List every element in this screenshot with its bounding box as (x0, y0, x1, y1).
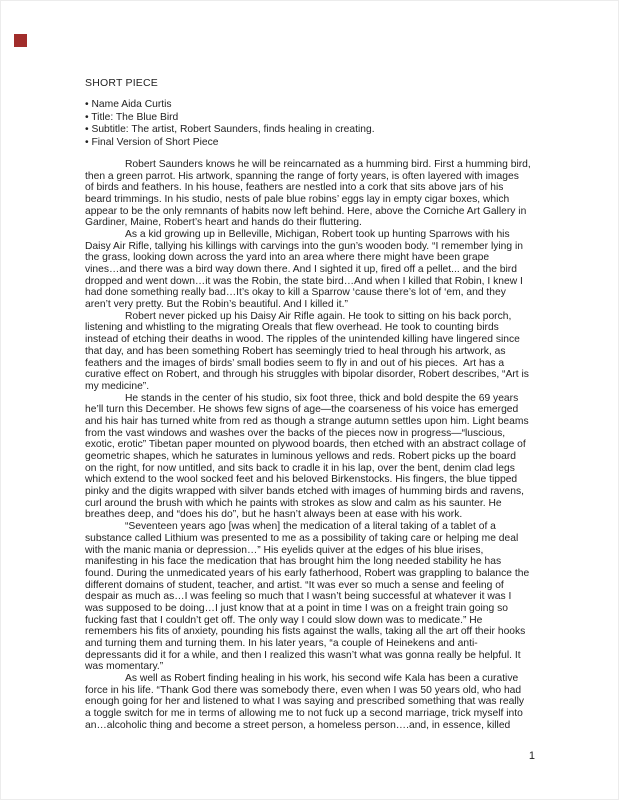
paragraph-line: with the manic mania or depression…” His eyelids quiver at the edges of his blue irises, (85, 544, 484, 556)
paragraph-line: then a green parrot. His artwork, spanning the range of forty years, is often layered with images (85, 170, 519, 182)
paragraph-first-line: As a kid growing up in Belleville, Michigan, Robert took up hunting Sparrows with his (125, 228, 510, 240)
paragraph-line: on the right, for now untitled, and sits back to cradle it in his lap, over the bent, denim clad legs (85, 462, 515, 474)
meta-item: • Title: The Blue Bird (85, 111, 179, 123)
paragraph-line: substance called Lithium was presented to me as a possibility of taking care or helping me deal (85, 532, 519, 544)
paragraph-line: curl around the brush with which he paints with strokes as slow and calm as his saunter. He (85, 497, 502, 509)
paragraph-line: a toggle switch for me in terms of allowing me to not fuck up a second marriage, trick myself into (85, 708, 523, 720)
paragraph-line: from the vast windows and washes over the backs of the pieces now in progress—“luscious, (85, 427, 506, 439)
paragraph-line: my medicine”. (85, 380, 150, 392)
body-text (85, 159, 557, 732)
paragraph-line: he’ll turn this December. He shows few signs of age—the coarseness of his voice has emerged (85, 404, 519, 416)
paragraph-line: feathers and the images of birds’ small bodies seem to fly in and out of his pieces. Art has a (85, 357, 505, 369)
meta-item: • Name Aida Curtis (85, 99, 172, 110)
paragraph-line: curative effect on Robert, and through his struggles with bipolar disorder, Robert describes, “Art is (85, 369, 529, 381)
paragraph-first-line: As well as Robert finding healing in his work, his second wife Kala has been a curative (125, 673, 519, 685)
paragraph-line: pinky and the digits wrapped with silver bands etched with images of humming birds and ravens, (85, 486, 524, 498)
paragraph-line: and turning them and turning them. In his later years, “a couple of Heinekens and anti- (85, 638, 478, 649)
paragraph-line: which extend to the wool socked feet and his beloved Birkenstocks. His fingers, the blue tipped (85, 474, 518, 486)
paragraph-line: geometric shapes, which he saturates in luminous yellows and reds. Robert picks up the board (85, 451, 516, 462)
document-content (85, 77, 557, 732)
page-title: SHORT PIECE (85, 77, 158, 89)
paragraph-line: different domains of student, teacher, and artist. “It was ever so much a sense and feeling of (85, 579, 504, 591)
paragraph-first-line: Robert Saunders knows he will be reincarnated as a humming bird. First a humming bird, (125, 158, 531, 170)
paragraph-line: remembers his fits of anxiety, pounding his fists against the walls, taking all the art off their hooks (85, 626, 526, 638)
paragraph-line: depressants did it for a while, and then I realized this wasn’t what was gonna really be helpful. It (85, 649, 521, 661)
paragraph-line: of birds and feathers. In his house, feathers are nestled into a cork that sits above jars of his (85, 182, 504, 194)
paragraph-line: aren’t very pretty. But the Robin’s beautiful. And I killed it.” (85, 299, 348, 311)
paragraph-line: instead of etching their deaths in wood. The ripples of the unintended killing have lingered since (85, 334, 520, 346)
paragraph-line: beard trimmings. In his studio, nests of pale blue robins’ eggs lay in empty cigar boxes, which (85, 193, 510, 205)
paragraph-line: force in his life. “Thank God there was somebody there, even when I was 50 years old, who had (85, 684, 522, 696)
paragraph-line: the grass, looking down across the yard into an area where there might have been grape (85, 252, 490, 264)
meta-list (85, 99, 557, 150)
paragraph-line: despair as much as…I was feeling so much that I wasn’t being successful at whatever it was I (85, 591, 512, 603)
paragraph-line: Gardiner, Maine, Robert’s heart and hands do their fluttering. (85, 217, 362, 229)
paragraph-first-line: He stands in the center of his studio, six foot three, thick and bold despite the 69 years (125, 392, 519, 404)
paragraph-line: had done something really bad…It’s okay to kill a Sparrow ‘cause there’s lot of ‘em, and they (85, 287, 506, 299)
paragraph-line: vines…and there was a bird way down there. And I sighted it up, fired off a pellet... and the bird (85, 264, 517, 275)
paragraph-first-line: Robert never picked up his Daisy Air Rifle again. He took to sitting on his back porch, (125, 310, 512, 322)
paragraph-line: fucking fast that I couldn’t get off. The only way I could slow down was to medicate.” He (85, 614, 483, 626)
paragraph-line: dropped and went down…it was the Robin, the state bird…And when I killed that Robin, I knew I (85, 275, 523, 287)
paragraph-line: found. During the unmedicated years of his early fatherhood, Robert was grappling to balance the (85, 567, 530, 579)
paragraph-line: breathes deep, and “does his do”, but he hasn’t always been at ease with his work. (85, 509, 463, 521)
paragraph-line: was momentary.” (85, 661, 164, 673)
red-marker-icon (14, 34, 27, 47)
paragraph-line: exotic, erotic” Tibetan paper mounted on plywood boards, then etched with an abstract collage of (85, 439, 526, 451)
meta-item: • Final Version of Short Piece (85, 137, 219, 149)
paragraph-first-line: “Seventeen years ago [was when] the medication of a literal taking of a tablet of a (125, 521, 496, 533)
paragraph-line: enough going for her and listened to what I was saying and prescribed something that was really (85, 696, 525, 708)
paragraph-line: and his hair has turned white from red as though a strange autumn settles upon him. Light beams (85, 415, 529, 427)
paragraph-line: an…alcoholic thing and become a street person, a homeless person….and, in essence, killed (85, 719, 511, 731)
paragraph-line: that day, and has been something Robert has seemingly tried to heal through his artwork, as (85, 345, 506, 357)
paragraph-line: manifesting in his face the medication that has brought him the long needed stability he has (85, 556, 502, 568)
paragraph-line: appear to be the only remnants of habits now left behind. Here, above the Corniche Art Gallery in (85, 205, 527, 217)
page-number: 1 (528, 750, 535, 762)
paragraph-line: Daisy Air Rifle, tallying his killings with carvings into the gun’s wooden body. “I remember lying in (85, 240, 524, 252)
paragraph-line: listening and whistling to the migrating Oreals that flew overhead. He took to counting birds (85, 322, 499, 334)
paragraph-line: was supposed to be doing…I just know that at a point in time I was on a freight train going so (85, 602, 508, 614)
meta-item: • Subtitle: The artist, Robert Saunders, finds healing in creating. (85, 124, 375, 136)
